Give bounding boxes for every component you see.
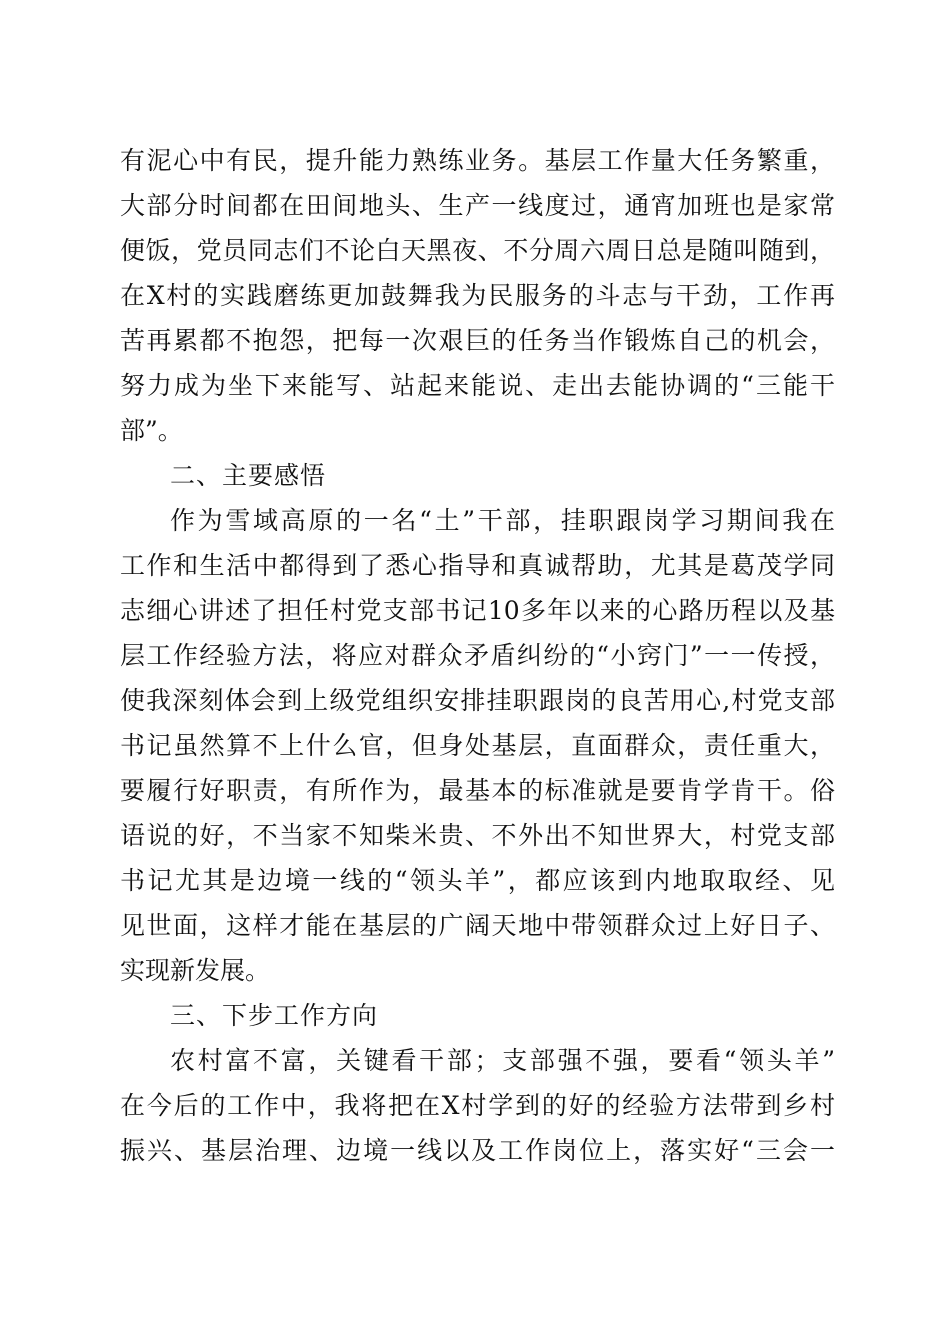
paragraph-1-line-7: 部”。: [120, 416, 183, 445]
section-heading-main-insights: 二、主要感悟: [170, 461, 327, 490]
paragraph-2-line-3: 志细心讲述了担任村党支部书记10多年以来的心路历程以及基: [120, 596, 835, 625]
paragraph-1-line-3: 便饭，党员同志们不论白天黑夜、不分周六周日总是随叫随到，: [120, 236, 835, 265]
paragraph-1-line-1: 有泥心中有民，提升能力熟练业务。基层工作量大任务繁重，: [120, 146, 835, 175]
paragraph-2-line-2: 工作和生活中都得到了悉心指导和真诚帮助，尤其是葛茂学同: [120, 551, 835, 580]
paragraph-1-line-5: 苦再累都不抱怨，把每一次艰巨的任务当作锻炼自己的机会，: [120, 326, 835, 355]
paragraph-2-line-1: 作为雪域高原的一名“土”干部，挂职跟岗学习期间我在: [170, 506, 835, 535]
section-heading-next-steps: 三、下步工作方向: [170, 1001, 379, 1030]
paragraph-3-line-3: 振兴、基层治理、边境一线以及工作岗位上，落实好“三会一: [120, 1136, 835, 1165]
paragraph-2-line-7: 要履行好职责，有所作为，最基本的标准就是要肯学肯干。俗: [120, 776, 835, 805]
paragraph-1-line-4: 在X村的实践磨练更加鼓舞我为民服务的斗志与干劲，工作再: [120, 281, 835, 310]
paragraph-2-line-6: 书记虽然算不上什么官，但身处基层，直面群众，责任重大，: [120, 731, 835, 760]
paragraph-2-line-10: 见世面，这样才能在基层的广阔天地中带领群众过上好日子、: [120, 911, 835, 940]
paragraph-2-line-4: 层工作经验方法，将应对群众矛盾纠纷的“小窍门”一一传授，: [120, 641, 835, 670]
paragraph-2-line-11: 实现新发展。: [120, 956, 271, 985]
paragraph-2-line-9: 书记尤其是边境一线的“领头羊”，都应该到内地取取经、见: [120, 866, 835, 895]
paragraph-3-line-2: 在今后的工作中，我将把在X村学到的好的经验方法带到乡村: [120, 1091, 835, 1120]
paragraph-2-line-8: 语说的好，不当家不知柴米贵、不外出不知世界大，村党支部: [120, 821, 835, 850]
paragraph-2-line-5: 使我深刻体会到上级党组织安排挂职跟岗的良苦用心,村党支部: [120, 686, 835, 715]
paragraph-3-line-1: 农村富不富，关键看干部；支部强不强，要看“领头羊”: [170, 1046, 835, 1075]
paragraph-1-line-2: 大部分时间都在田间地头、生产一线度过，通宵加班也是家常: [120, 191, 835, 220]
paragraph-1-line-6: 努力成为坐下来能写、站起来能说、走出去能协调的“三能干: [120, 371, 835, 400]
